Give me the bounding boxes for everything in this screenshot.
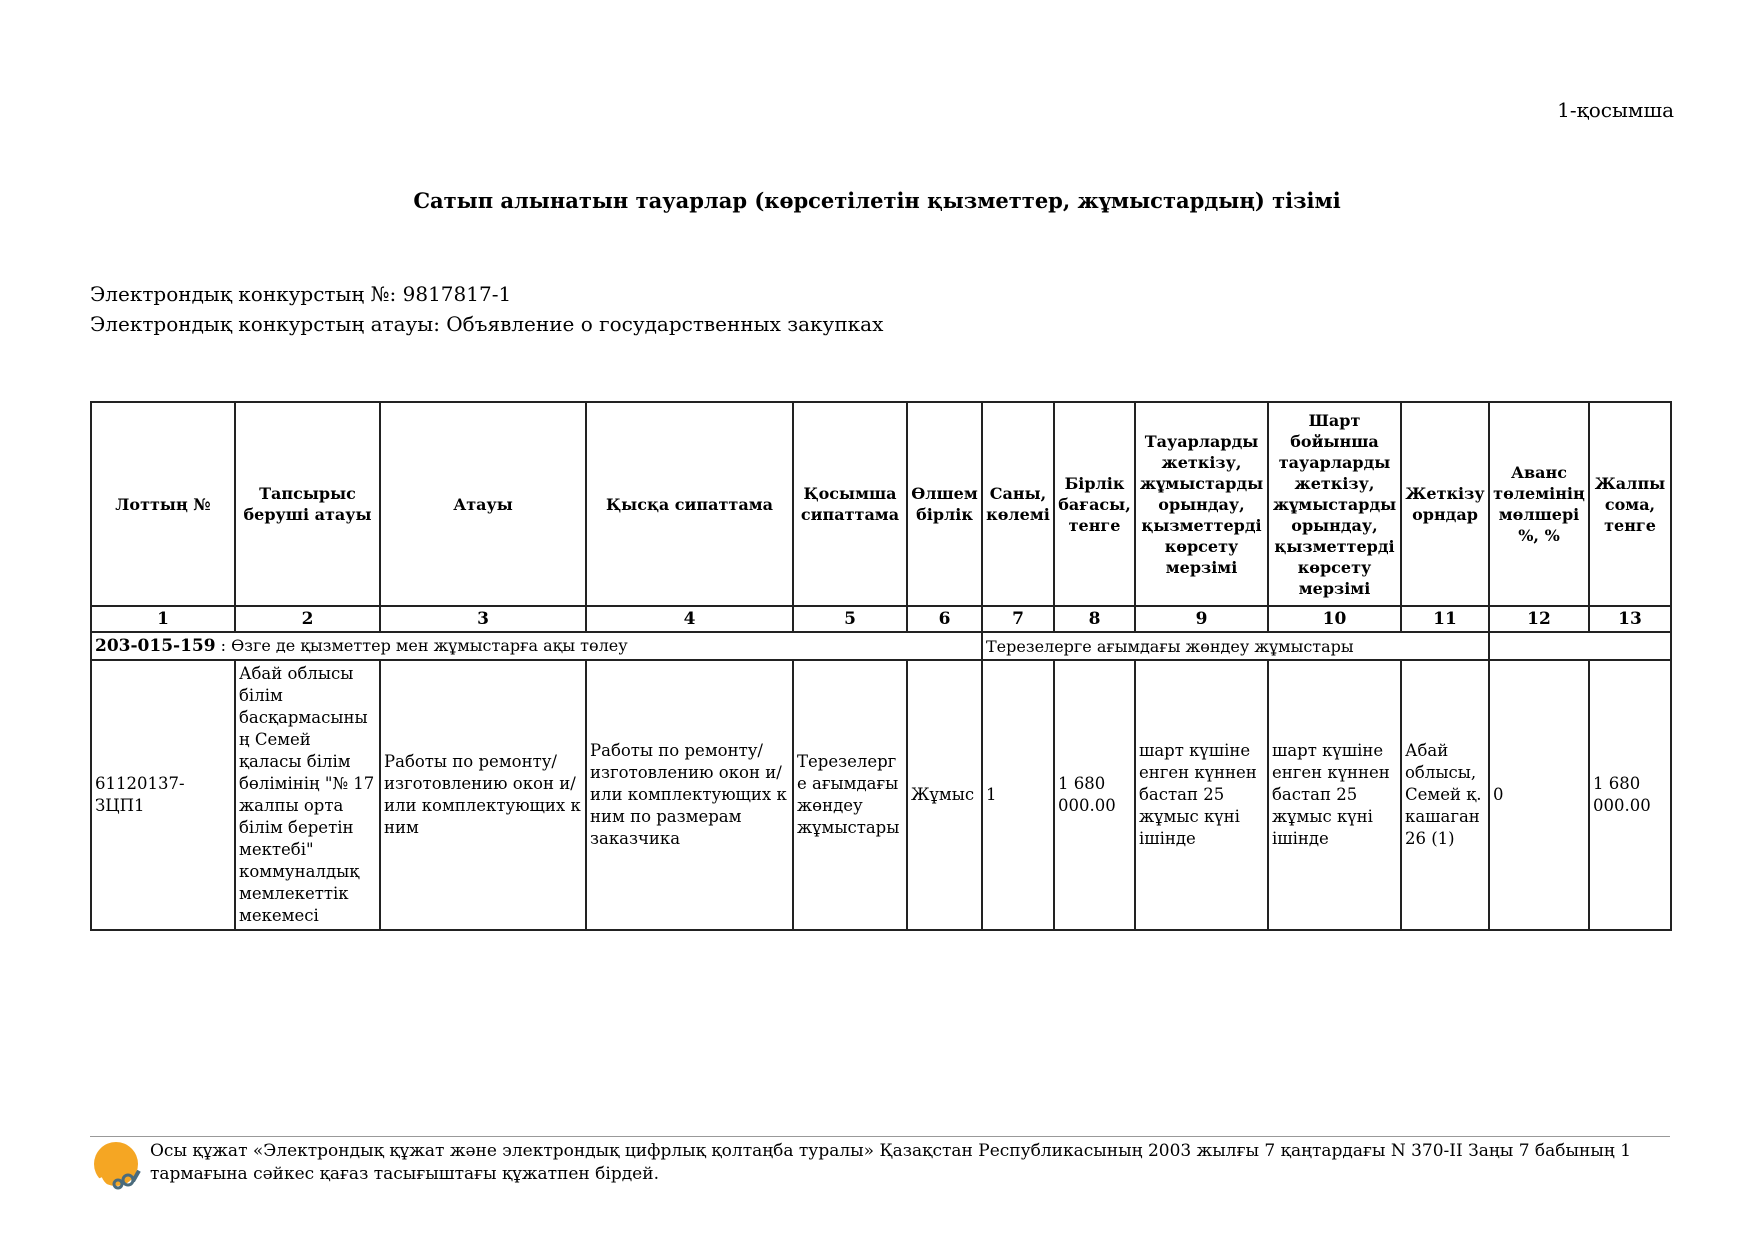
contract-term-cell: шарт күшіне енген күннен бастап 25 жұмыс күні ішінде [1268,660,1401,930]
contest-number: Электрондық конкурстың №: 9817817-1 [90,282,512,306]
column-number: 2 [235,606,380,632]
column-number: 10 [1268,606,1401,632]
appendix-label: 1-қосымша [1557,98,1674,122]
column-number: 9 [1135,606,1268,632]
header-unit: Өлшем бірлік [907,402,982,606]
column-number: 11 [1401,606,1489,632]
egov-seal-icon [92,1140,144,1192]
column-number: 5 [793,606,907,632]
budget-code-cell [91,632,982,660]
customer-cell: Абай облысы білім басқармасының Семей қаласы білім бөлімінің "№ 17 жалпы орта білім беретін мектебі" коммуналдық мемлекеттік мекемесі [235,660,380,930]
header-lot-number: Лоттың № [91,402,235,606]
header-short-description: Қысқа сипаттама [586,402,793,606]
quantity-cell: 1 [982,660,1054,930]
goods-list-table [90,401,1672,931]
header-name: Атауы [380,402,586,606]
header-quantity: Саны, көлемі [982,402,1054,606]
header-extra-description: Қосымша сипаттама [793,402,907,606]
column-number: 8 [1054,606,1135,632]
unit-cell: Жұмыс [907,660,982,930]
page-title: Сатып алынатын тауарлар (көрсетілетін қызметтер, жұмыстардың) тізімі [413,188,1341,213]
column-number: 1 [91,606,235,632]
column-number: 7 [982,606,1054,632]
budget-description: : Өзге де қызметтер мен жұмыстарға ақы төлеу [215,636,628,655]
column-number: 6 [907,606,982,632]
column-number: 13 [1589,606,1671,632]
unit-price-cell: 1 680 000.00 [1054,660,1135,930]
group-empty-cell [1489,632,1671,660]
delivery-place-cell: Абай облысы, Семей қ. кашаган 26 (1) [1401,660,1489,930]
group-subject: Терезелерге ағымдағы жөндеу жұмыстары [982,632,1489,660]
column-number: 12 [1489,606,1589,632]
budget-group-row [91,632,1671,660]
header-delivery-place: Жеткізу орндар [1401,402,1489,606]
total-cell: 1 680 000.00 [1589,660,1671,930]
lot-number-cell: 61120137-ЗЦП1 [91,660,235,930]
table-header-row [91,402,1671,606]
header-contract-term: Шарт бойынша тауарларды жеткізу, жұмыстарды орындау, қызметтерді көрсету мерзімі [1268,402,1401,606]
column-number: 3 [380,606,586,632]
contest-name: Электрондық конкурстың атауы: Объявление о государственных закупках [90,312,884,336]
header-unit-price: Бірлік бағасы, тенге [1054,402,1135,606]
header-total: Жалпы сома, тенге [1589,402,1671,606]
short-description-cell: Работы по ремонту/изготовлению окон и/или комплектующих к ним по размерам заказчика [586,660,793,930]
header-delivery-term: Тауарларды жеткізу, жұмыстарды орындау, қызметтерді көрсету мерзімі [1135,402,1268,606]
header-customer: Тапсырыс беруші атауы [235,402,380,606]
table-row [91,660,1671,930]
extra-description-cell: Терезелерге ағымдағы жөндеу жұмыстары [793,660,907,930]
name-cell: Работы по ремонту/изготовлению окон и/или комплектующих к ним [380,660,586,930]
footer-divider [90,1136,1670,1137]
budget-code: 203-015-159 [95,636,216,656]
column-number-row [91,606,1671,632]
header-advance: Аванс төлемінің мөлшері %, % [1489,402,1589,606]
footer-legal-text: Осы құжат «Электрондық құжат және электрондық цифрлық қолтаңба туралы» Қазақстан Республикасының 2003 жылғы 7 қаңтардағы N 370-II Заңы 7 бабының 1 тармағына сәйкес қағаз тасығыштағы құжатпен бірдей. [150,1141,1632,1184]
delivery-term-cell: шарт күшіне енген күннен бастап 25 жұмыс күні ішінде [1135,660,1268,930]
column-number: 4 [586,606,793,632]
advance-cell: 0 [1489,660,1589,930]
